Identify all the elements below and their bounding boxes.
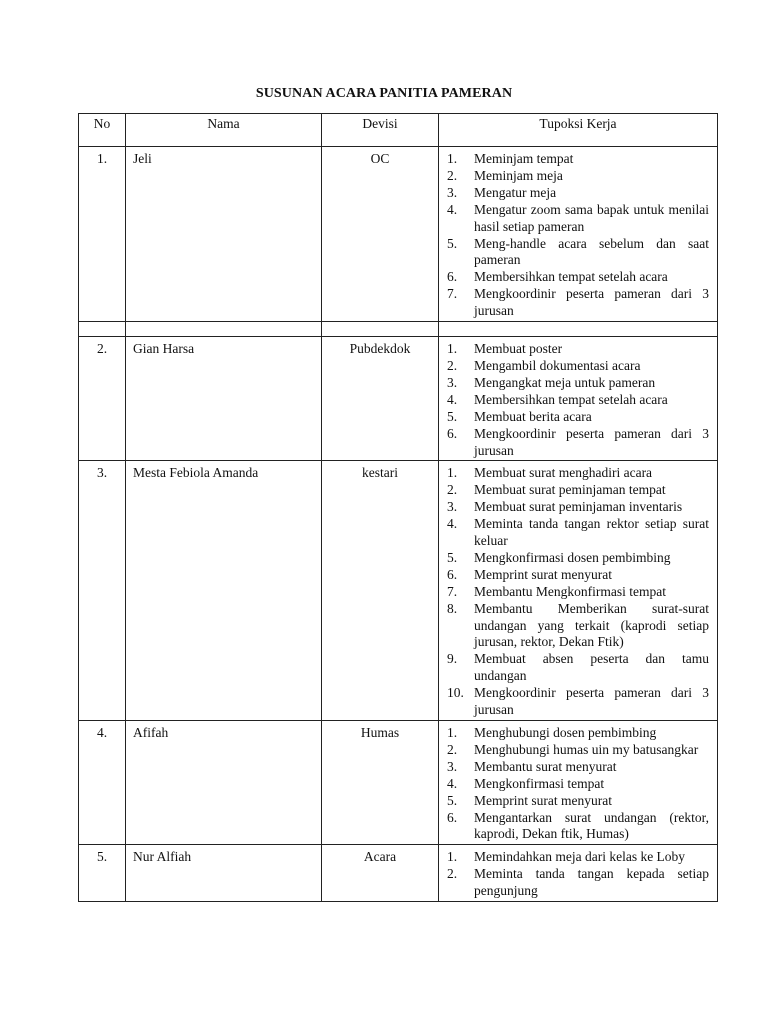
task-list [447,341,709,459]
task-number: 6. [447,566,458,582]
task-number: 7. [447,583,458,599]
task-item [447,759,709,776]
task-item [447,341,709,358]
task-list [447,849,709,900]
task-text: Meng-handle acara sebelum dan saat pameran [474,235,709,268]
row-number: 3. [79,461,126,721]
task-text: Membuat surat peminjaman inventaris [474,499,683,515]
task-text: Membersihkan tempat setelah acara [474,391,668,407]
division: Humas [322,721,439,845]
task-number: 1. [447,151,458,166]
task-text: Mengantarkan surat undangan (rektor, kaprodi, Dekan ftik, Humas) [474,809,709,842]
task-text: Membantu surat menyurat [474,758,617,774]
task-number: 1. [447,465,458,481]
task-list-cell [439,147,718,322]
task-item [447,516,709,550]
task-item [447,567,709,584]
task-number: 5. [447,235,458,251]
task-text: Meminta tanda tangan rektor setiap surat keluar [474,516,709,549]
task-item [447,776,709,793]
task-number: 7. [447,286,458,302]
task-text: Menghubungi humas uin my batusangkar [474,741,699,757]
task-number: 4. [447,201,458,217]
member-name: Mesta Febiola Amanda [126,461,322,721]
task-text: Membantu Mengkonfirmasi tempat [474,583,666,599]
empty-cell [322,322,439,337]
member-name: Afifah [126,721,322,845]
task-number: 3. [447,499,458,515]
task-number: 2. [447,866,458,882]
task-text: Memprint surat menyurat [474,792,612,808]
task-number: 3. [447,374,458,390]
task-number: 6. [447,269,458,285]
task-number: 4. [447,775,458,791]
task-item [447,849,709,866]
task-list [447,725,709,843]
member-name: Gian Harsa [126,337,322,461]
task-number: 4. [447,516,458,532]
task-text: Membuat poster [474,341,563,357]
table-row [79,721,718,845]
table-header-row [79,114,718,147]
task-number: 2. [447,357,458,373]
task-item [447,392,709,409]
task-item [447,202,709,236]
task-number: 3. [447,758,458,774]
task-number: 4. [447,391,458,407]
task-list-cell [439,461,718,721]
task-text: Memindahkan meja dari kelas ke Loby [474,849,686,865]
committee-table [78,113,718,902]
row-number: 4. [79,721,126,845]
task-text: Mengkonfirmasi tempat [474,775,605,791]
task-item [447,236,709,270]
task-text: Meminta tanda tangan kepada setiap pengunjung [474,866,709,899]
empty-cell [79,322,126,337]
table-row [79,845,718,902]
task-item [447,499,709,516]
task-text: Membuat surat menghadiri acara [474,465,653,481]
task-text: Menghubungi dosen pembimbing [474,725,657,740]
task-item [447,168,709,185]
task-item [447,185,709,202]
header-nama: Nama [126,114,322,147]
table-row [79,461,718,721]
task-number: 2. [447,482,458,498]
division: OC [322,147,439,322]
task-number: 5. [447,408,458,424]
table-row [79,337,718,461]
task-list-cell [439,845,718,902]
table-body [79,147,718,902]
task-number: 2. [447,741,458,757]
task-list-cell [439,721,718,845]
task-list [447,151,709,320]
task-item [447,375,709,392]
task-text: Mengatur meja [474,184,557,200]
task-number: 10. [447,685,464,701]
empty-row [79,322,718,337]
division: kestari [322,461,439,721]
task-item [447,550,709,567]
task-text: Mengkoordinir peserta pameran dari 3 jurusan [474,425,709,458]
task-number: 1. [447,341,458,357]
row-number: 1. [79,147,126,322]
task-item [447,725,709,742]
task-list [447,465,709,719]
task-text: Mengambil dokumentasi acara [474,357,641,373]
row-number: 2. [79,337,126,461]
member-name: Jeli [126,147,322,322]
header-devisi: Devisi [322,114,439,147]
header-tupoksi: Tupoksi Kerja [439,114,718,147]
task-text: Mengkoordinir peserta pameran dari 3 jurusan [474,685,709,718]
task-item [447,651,709,685]
task-text: Mengatur zoom sama bapak untuk menilai hasil setiap pameran [474,201,709,234]
task-text: Membuat absen peserta dan tamu undangan [474,651,709,684]
task-text: Membersihkan tempat setelah acara [474,269,668,285]
document-title: SUSUNAN ACARA PANITIA PAMERAN [255,86,513,101]
task-number: 9. [447,651,458,667]
task-item [447,409,709,426]
task-text: Mengkonfirmasi dosen pembimbing [474,549,671,565]
task-item [447,151,709,168]
task-item [447,482,709,499]
task-item [447,601,709,652]
task-number: 5. [447,792,458,808]
task-text: Meminjam tempat [474,151,574,166]
task-text: Membantu Memberikan surat-surat undangan yang terkait (kaprodi setiap jurusan, rektor, Dekan Ftik) [474,600,709,650]
table-row [79,147,718,322]
task-text: Meminjam meja [474,167,563,183]
task-item [447,742,709,759]
task-item [447,584,709,601]
task-item [447,465,709,482]
member-name: Nur Alfiah [126,845,322,902]
division: Pubdekdok [322,337,439,461]
task-item [447,866,709,900]
task-item [447,810,709,844]
empty-cell [126,322,322,337]
task-number: 3. [447,184,458,200]
task-item [447,286,709,320]
task-number: 5. [447,549,458,565]
task-number: 6. [447,425,458,441]
header-no: No [79,114,126,147]
division: Acara [322,845,439,902]
row-number: 5. [79,845,126,902]
task-number: 6. [447,809,458,825]
task-item [447,358,709,375]
task-item [447,426,709,460]
task-item [447,685,709,719]
task-text: Membuat surat peminjaman tempat [474,482,666,498]
task-text: Mengkoordinir peserta pameran dari 3 jurusan [474,286,709,319]
task-text: Mengangkat meja untuk pameran [474,374,656,390]
task-item [447,269,709,286]
task-text: Memprint surat menyurat [474,566,612,582]
task-number: 2. [447,167,458,183]
task-list-cell [439,337,718,461]
task-item [447,793,709,810]
task-text: Membuat berita acara [474,408,592,424]
task-number: 1. [447,725,458,740]
task-number: 1. [447,849,458,865]
empty-cell [439,322,718,337]
task-number: 8. [447,600,458,616]
